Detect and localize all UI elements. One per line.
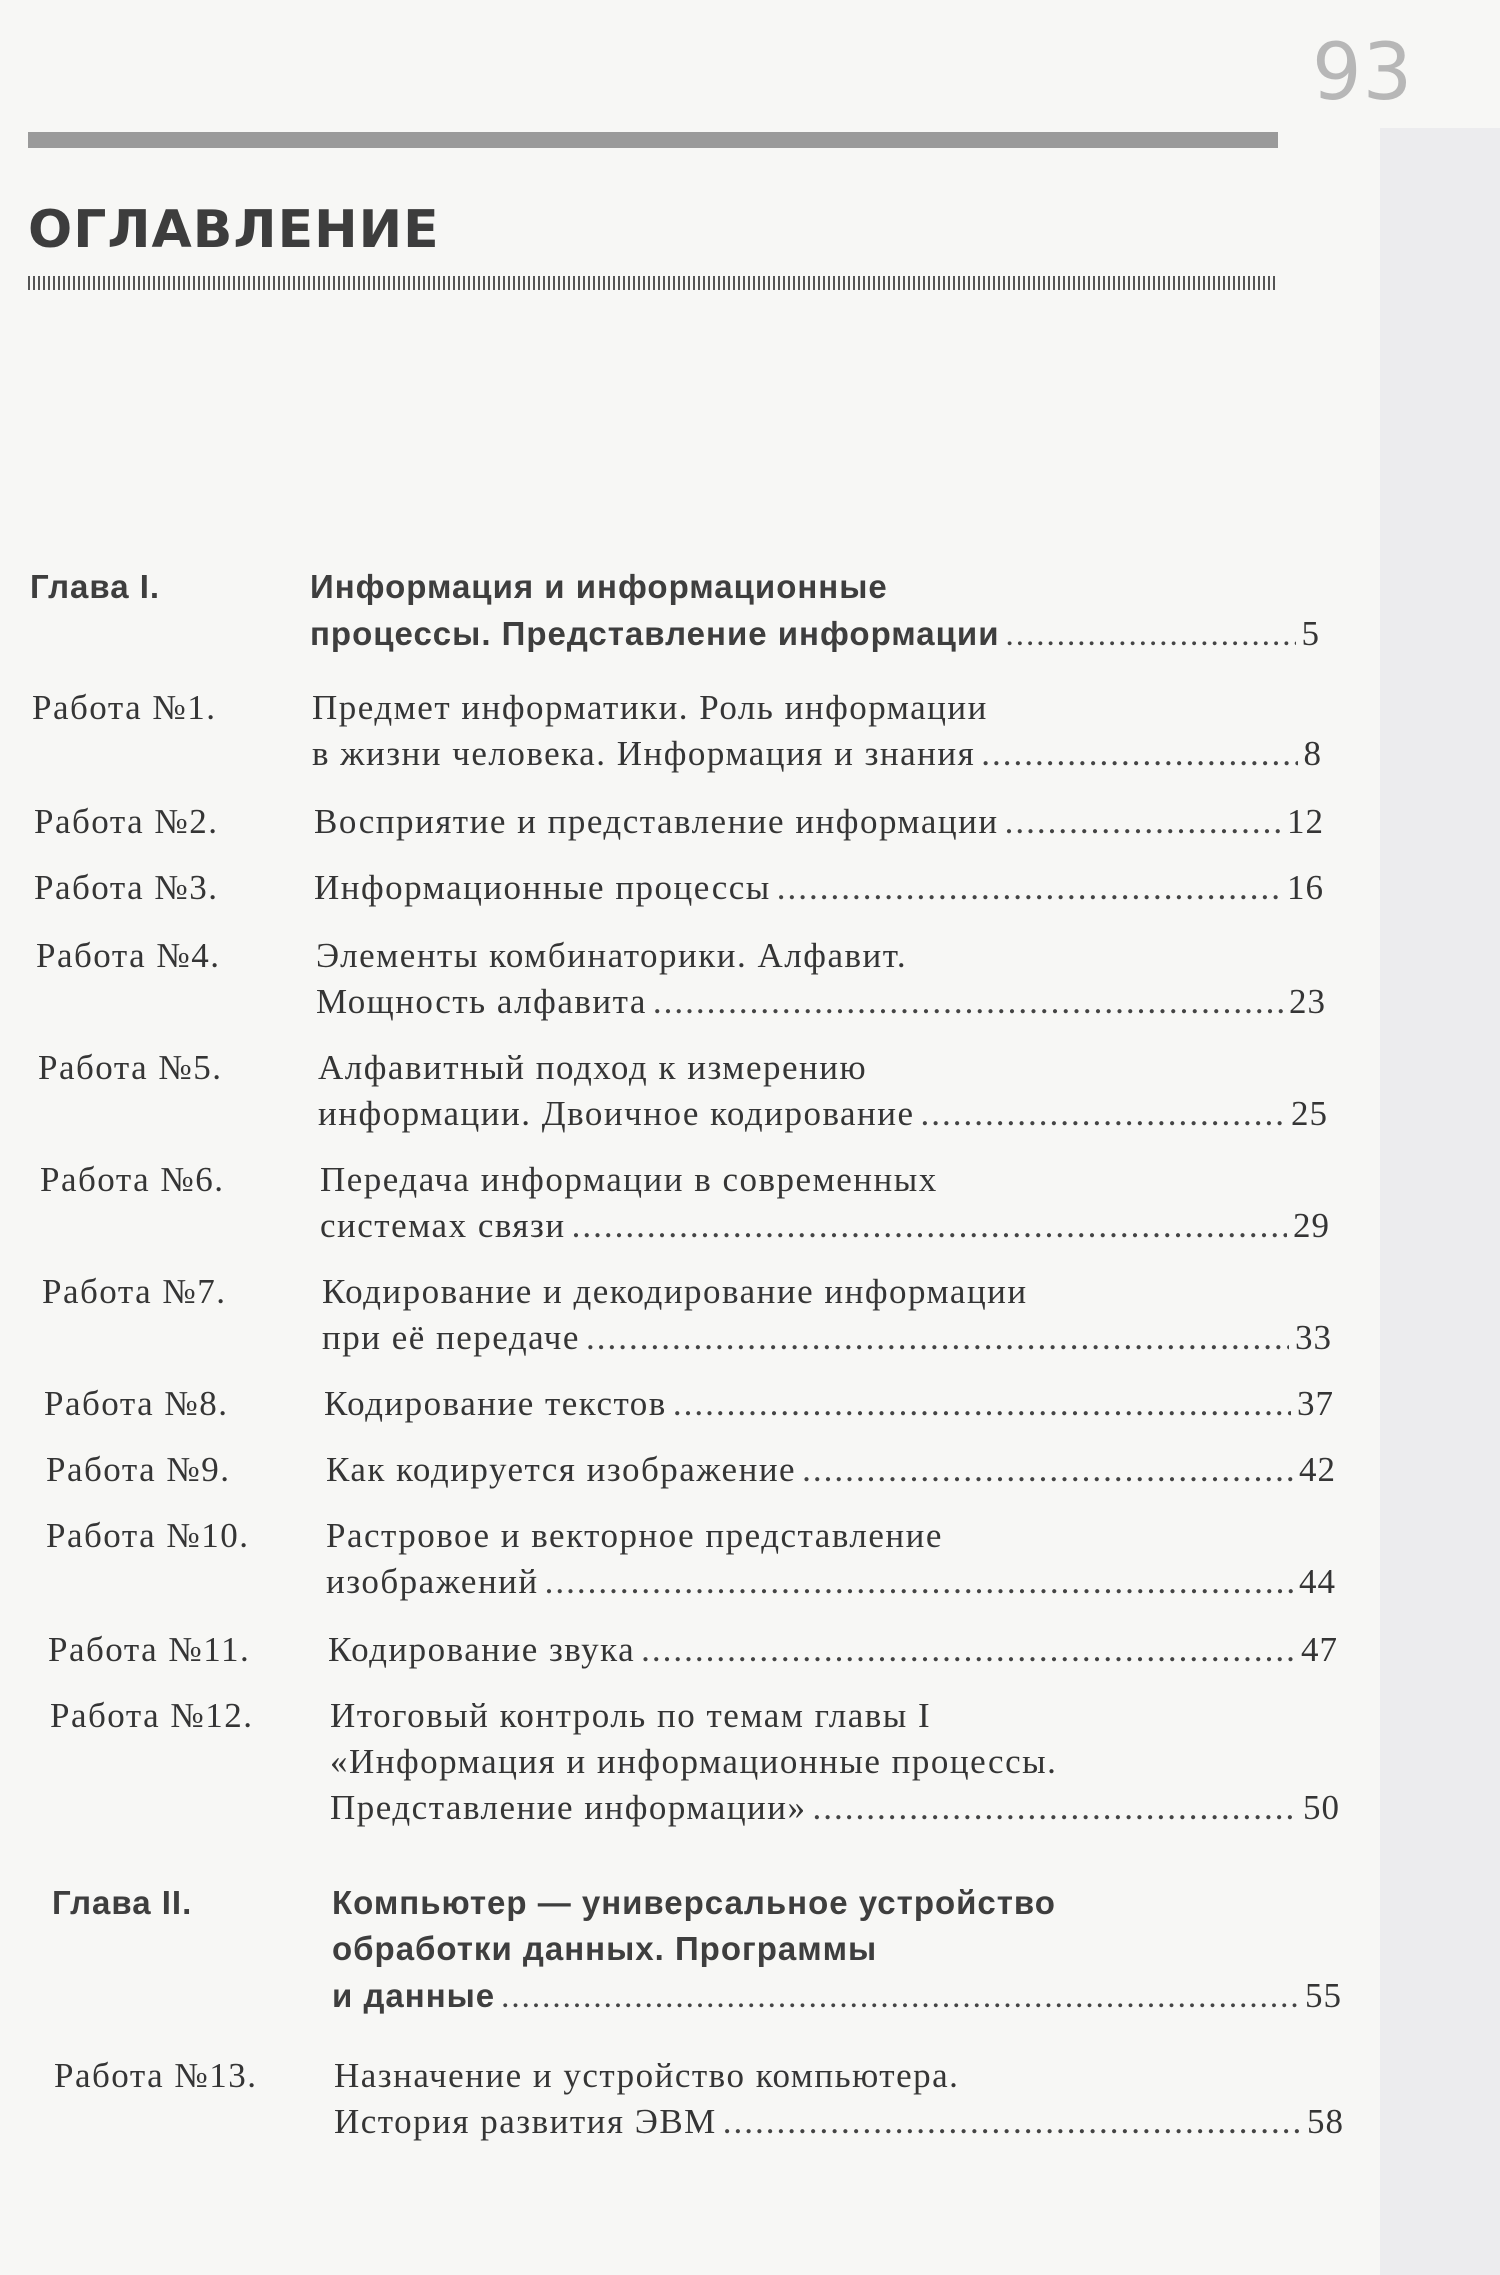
entry-title-line: при её передаче — [322, 1318, 580, 1357]
entry-title-line: Кодирование текстов — [324, 1384, 667, 1423]
entry-label: Работа №5. — [38, 1048, 223, 1087]
page-title: ОГЛАВЛЕНИЕ — [28, 200, 440, 260]
entry-leader — [310, 614, 1320, 654]
entry-label: Работа №1. — [32, 688, 217, 727]
entry-page-number: 47 — [1301, 1630, 1338, 1669]
entry-leader — [312, 734, 1322, 774]
entry-label: Работа №10. — [46, 1516, 250, 1555]
entry-page-number: 55 — [1305, 1976, 1342, 2015]
entry-title-line: Представление информации» — [330, 1788, 807, 1827]
entry-label: Работа №3. — [34, 868, 219, 907]
entry-title-line: Информация и информационные — [310, 568, 888, 605]
dot-leader — [673, 1384, 1291, 1424]
entry-label: Работа №7. — [42, 1272, 227, 1311]
entry-title-line: Мощность алфавита — [316, 982, 647, 1021]
entry-title-line: процессы. Представление информации — [310, 615, 1000, 652]
entry-leader — [318, 1094, 1328, 1134]
entry-title-line: Как кодируется изображение — [326, 1450, 797, 1489]
dot-leader — [572, 1206, 1287, 1246]
entry-title-line: Предмет информатики. Роль информации — [312, 688, 988, 727]
entry-label: Работа №11. — [48, 1630, 251, 1669]
toc-entry-work-6 — [40, 1160, 1330, 1280]
entry-title-line: Назначение и устройство компьютера. — [334, 2056, 960, 2095]
entry-leader — [326, 1562, 1336, 1602]
entry-page-number: 5 — [1301, 614, 1320, 653]
toc-entry-work-5 — [38, 1048, 1328, 1168]
entry-page-number: 29 — [1293, 1206, 1330, 1245]
entry-label: Работа №8. — [44, 1384, 229, 1423]
entry-title-line: и данные — [332, 1977, 496, 2014]
dot-leader — [921, 1094, 1285, 1134]
entry-title-line: Кодирование звука — [328, 1630, 636, 1669]
entry-leader — [322, 1318, 1332, 1358]
entry-title-line: Алфавитный подход к измерению — [318, 1048, 868, 1087]
entry-leader — [314, 868, 1324, 908]
entry-title-line: Элементы комбинаторики. Алфавит. — [316, 936, 908, 975]
toc-entry-work-12 — [50, 1696, 1340, 1827]
entry-title-line: Итоговый контроль по темам главы I — [330, 1696, 932, 1735]
entry-page-number: 33 — [1295, 1318, 1332, 1357]
entry-leader — [328, 1630, 1338, 1670]
entry-title-line: Компьютер — универсальное устройство — [332, 1884, 1056, 1921]
dot-leader — [501, 1979, 1299, 2016]
entry-title-line: в жизни человека. Информация и знания — [312, 734, 976, 773]
entry-leader — [320, 1206, 1330, 1246]
toc-entry-work-1 — [32, 688, 1322, 808]
entry-title-line: Восприятие и представление информации — [314, 802, 999, 841]
dot-leader — [723, 2102, 1301, 2142]
entry-page-number: 50 — [1303, 1788, 1340, 1827]
entry-label: Глава II. — [52, 1884, 193, 1921]
page-number: 93 — [1312, 28, 1414, 118]
toc-entry-work-13 — [54, 2056, 1344, 2176]
entry-title-line: обработки данных. Программы — [332, 1930, 878, 1967]
toc-entry-work-7 — [42, 1272, 1332, 1392]
toc-entry-chapter-1 — [30, 568, 1320, 688]
entry-leader — [326, 1450, 1336, 1490]
entry-page-number: 8 — [1303, 734, 1322, 773]
entry-label: Работа №6. — [40, 1160, 225, 1199]
entry-page-number: 23 — [1289, 982, 1326, 1021]
dot-leader — [586, 1318, 1289, 1358]
entry-title-line: системах связи — [320, 1206, 566, 1245]
dot-leader — [1005, 802, 1281, 842]
entry-label: Работа №4. — [36, 936, 221, 975]
entry-label: Работа №13. — [54, 2056, 258, 2095]
entry-page-number: 12 — [1287, 802, 1324, 841]
entry-page-number: 37 — [1297, 1384, 1334, 1423]
entry-leader — [332, 1976, 1342, 2016]
entry-page-number: 25 — [1291, 1094, 1328, 1133]
entry-label: Работа №12. — [50, 1696, 254, 1735]
entry-page-number: 42 — [1299, 1450, 1336, 1489]
entry-leader — [314, 802, 1324, 842]
entry-title-line: История развития ЭВМ — [334, 2102, 717, 2141]
entry-title-line: Растровое и векторное представление — [326, 1516, 943, 1555]
entry-page-number: 16 — [1287, 868, 1324, 907]
entry-label: Работа №2. — [34, 802, 219, 841]
dot-leader — [981, 734, 1297, 774]
entry-title-line: Информационные процессы — [314, 868, 771, 907]
entry-title-line: «Информация и информационные процессы. — [330, 1742, 1058, 1781]
entry-page-number: 44 — [1299, 1562, 1336, 1601]
entry-page-number: 58 — [1307, 2102, 1344, 2141]
entry-leader — [334, 2102, 1344, 2142]
dot-leader — [653, 982, 1283, 1022]
dot-leader — [802, 1450, 1293, 1490]
entry-title-line: Кодирование и декодирование информации — [322, 1272, 1028, 1311]
dot-leader — [641, 1630, 1295, 1670]
dot-leader — [545, 1562, 1293, 1602]
entry-title-line: изображений — [326, 1562, 539, 1601]
entry-title-line: информации. Двоичное кодирование — [318, 1094, 915, 1133]
dot-leader — [777, 868, 1281, 908]
entry-leader — [324, 1384, 1334, 1424]
entry-label: Работа №9. — [46, 1450, 231, 1489]
toc-entry-work-10 — [46, 1516, 1336, 1636]
entry-title-line: Передача информации в современных — [320, 1160, 938, 1199]
entry-leader — [330, 1788, 1340, 1828]
entry-label: Глава I. — [30, 568, 161, 605]
toc-entry-work-4 — [36, 936, 1326, 1056]
toc-entry-chapter-2 — [52, 1884, 1342, 2015]
entry-leader — [316, 982, 1326, 1022]
dot-leader — [813, 1788, 1297, 1828]
dot-leader — [1006, 617, 1296, 654]
